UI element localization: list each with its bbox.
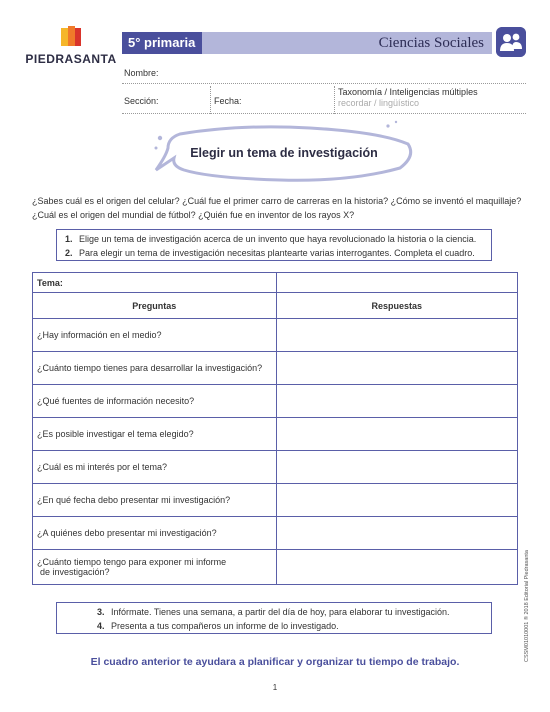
grade-subject-bar xyxy=(122,32,492,54)
answer-cell[interactable] xyxy=(276,352,518,385)
question-cell: ¿Hay información en el medio? xyxy=(33,319,277,352)
instruction-item: 1. Elige un tema de investigación acerca de un invento que haya revolucionado la historia o la ciencia. xyxy=(65,234,477,244)
answer-cell[interactable] xyxy=(276,550,518,585)
table-row xyxy=(33,385,518,418)
table-row xyxy=(33,484,518,517)
answer-cell[interactable] xyxy=(276,517,518,550)
page-number: 1 xyxy=(272,683,278,692)
instruction-item: 3. Infórmate. Tienes una semana, a partir del día de hoy, para elaborar tu investigación. xyxy=(97,607,450,617)
answers-header: Respuestas xyxy=(276,293,518,319)
name-label: Nombre: xyxy=(124,68,159,78)
question-line: ¿Cuánto tiempo tengo para exponer mi informe xyxy=(37,557,227,567)
table-row xyxy=(33,550,518,585)
publisher-logo xyxy=(24,24,118,68)
table-header-row xyxy=(33,293,518,319)
questions-header: Preguntas xyxy=(33,293,277,319)
section-label: Sección: xyxy=(124,96,159,106)
taxonomy-label: Taxonomía / Inteligencias múltiples xyxy=(338,87,478,97)
table-row xyxy=(33,273,518,293)
tema-input-cell[interactable] xyxy=(276,273,518,293)
instruction-item: 2. Para elegir un tema de investigación necesitas plantearte varias interrogantes. Completa el cuadro. xyxy=(65,247,475,258)
brand-name: PIEDRASANTA xyxy=(25,52,117,66)
copyright-text: CSSM01010001 ® 2018 Editorial Piedrasanta xyxy=(524,550,530,662)
book-logo-icon xyxy=(58,24,84,50)
people-icon xyxy=(496,27,526,57)
answer-cell[interactable] xyxy=(276,451,518,484)
table-row xyxy=(33,418,518,451)
answer-cell[interactable] xyxy=(276,319,518,352)
question-cell: ¿Es posible investigar el tema elegido? xyxy=(33,418,277,451)
page-title: Elegir un tema de investigación xyxy=(190,146,378,160)
question-cell: ¿En qué fecha debo presentar mi investigación? xyxy=(33,484,277,517)
research-table xyxy=(32,272,518,585)
subject-label: Ciencias Sociales xyxy=(378,35,484,51)
question-cell: ¿Cuál es mi interés por el tema? xyxy=(33,451,277,484)
instruction-item: 4. Presenta a tus compañeros un informe de lo investigado. xyxy=(97,620,339,631)
instructions-box xyxy=(56,602,492,634)
divider xyxy=(210,86,211,114)
tema-label: Tema: xyxy=(33,273,277,293)
grade-label: 5° primaria xyxy=(122,32,202,54)
section-date-row xyxy=(122,86,526,114)
question-cell: ¿A quiénes debo presentar mi investigación? xyxy=(33,517,277,550)
instructions-box xyxy=(56,229,492,261)
divider xyxy=(334,86,335,114)
taxonomy-values: recordar / lingüístico xyxy=(338,98,420,108)
table-row xyxy=(33,352,518,385)
answer-cell[interactable] xyxy=(276,418,518,451)
table-row xyxy=(33,319,518,352)
footer-note: El cuadro anterior te ayudara a planificar y organizar tu tiempo de trabajo. xyxy=(90,656,460,668)
intro-text: ¿Sabes cuál es el origen del celular? ¿Cuál fue el primer carro de carreras en la historia? ¿Cómo se inventó el maquillaje? ¿Cuál es el origen del mundial de fútbol? ¿Quién fue en inventor de los rayos X? xyxy=(32,196,522,220)
question-cell xyxy=(33,550,277,585)
question-cell: ¿Qué fuentes de información necesito? xyxy=(33,385,277,418)
question-line: de investigación? xyxy=(40,567,110,577)
answer-cell[interactable] xyxy=(276,385,518,418)
answer-cell[interactable] xyxy=(276,484,518,517)
table-row xyxy=(33,517,518,550)
name-row[interactable] xyxy=(122,56,526,84)
question-cell: ¿Cuánto tiempo tienes para desarrollar la investigación? xyxy=(33,352,277,385)
date-label: Fecha: xyxy=(214,96,242,106)
table-row xyxy=(33,451,518,484)
